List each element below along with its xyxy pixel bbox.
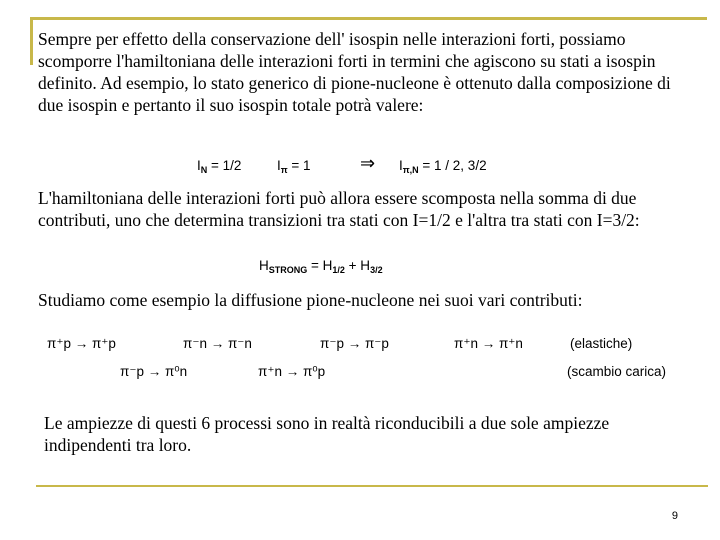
charge-exchange-label: (scambio carica) — [567, 364, 667, 379]
hamiltonian-paragraph: L'hamiltoniana delle interazioni forti può allora essere scomposta nella somma di due contributi, uno che determina transizioni tra stati con I=1/2 e l'altra tra stati con I=3/2: — [38, 188, 640, 230]
elastic-label: (elastiche) — [570, 336, 633, 351]
frame-top-rule — [30, 17, 707, 20]
frame-bottom-rule — [36, 485, 708, 487]
implies-arrow: ⇒ — [360, 153, 376, 173]
process-elastic-1: π⁺p → π⁺p — [47, 336, 116, 351]
isospin-total-eq: $I_{\pi,N} = 1 / 2$, 3/2 — [399, 158, 487, 175]
intro-paragraph: Sempre per effetto della conservazione dell' isospin nelle interazioni forti, possiamo scomporre l'hamiltoniana delle interazioni forti in termini che agiscono su stati a isospin definito. Ad esempio, lo stato generico di pione-nucleone è ottenuto dalla composizione di due isospin e pertanto il suo isospin totale potrà valere: — [38, 29, 671, 115]
isospin-pion-eq: $I_\pi = 1$ — [277, 158, 311, 175]
process-charge-exchange-2: π⁺n → π⁰p — [258, 364, 326, 379]
process-charge-exchange-1: π⁻p → π⁰n — [120, 364, 188, 379]
slide-number: 9 — [671, 510, 678, 522]
process-elastic-3: π⁻p → π⁻p — [320, 336, 389, 351]
hamiltonian-eq: $H_{STRONG} = H_{1/2} + H_{3/2}$ — [259, 258, 383, 275]
amplitudes-paragraph: Le ampiezze di questi 6 processi sono in realtà riconducibili a due sole ampiezze indipendenti tra loro. — [44, 413, 610, 455]
isospin-nucleon-eq: $I_N = 1/2$ — [197, 158, 242, 175]
process-elastic-2: π⁻n → π⁻n — [183, 336, 252, 351]
process-elastic-4: π⁺n → π⁺n — [454, 336, 523, 351]
frame-left-rule — [30, 17, 33, 65]
scattering-paragraph: Studiamo come esempio la diffusione pione-nucleone nei suoi vari contributi: — [38, 290, 583, 310]
